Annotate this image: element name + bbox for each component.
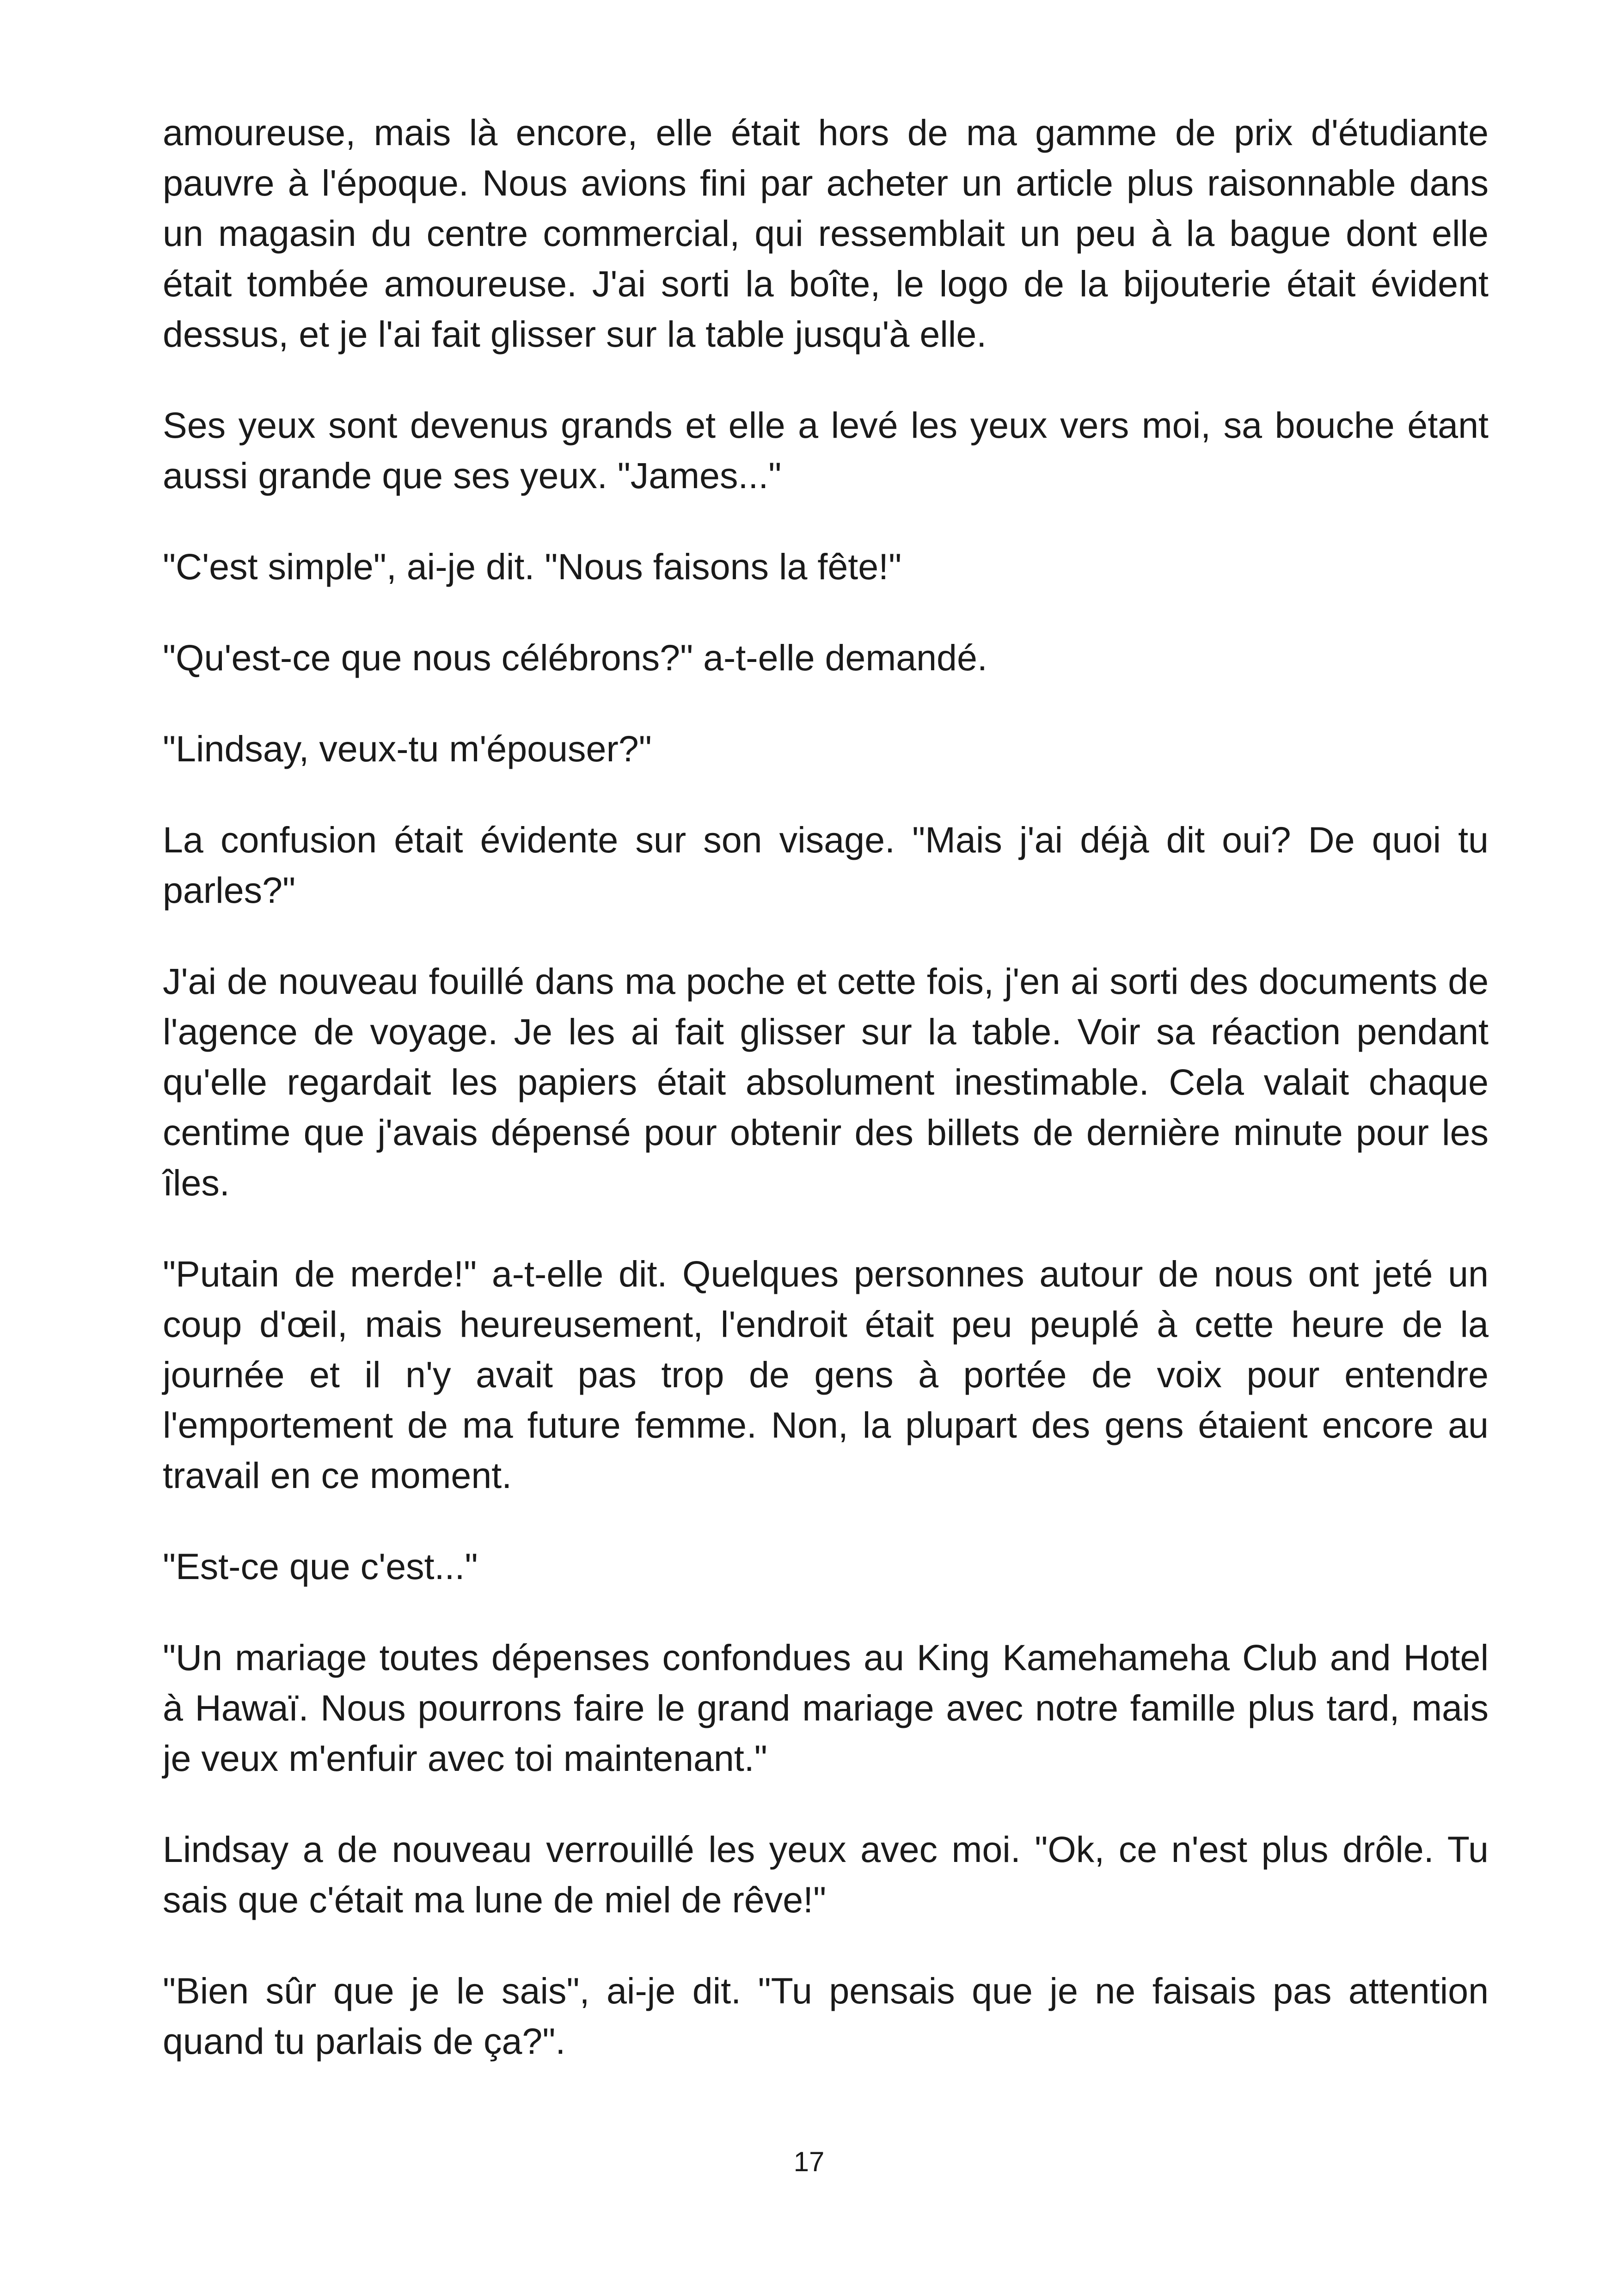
paragraph-5: "Lindsay, veux-tu m'épouser?" <box>163 728 652 769</box>
page-body <box>163 107 1489 2066</box>
paragraph-2: Ses yeux sont devenus grands et elle a levé les yeux vers moi, sa bouche étant aussi grande que ses yeux. "James..." <box>163 404 1489 496</box>
paragraph-8: "Putain de merde!" a-t-elle dit. Quelques personnes autour de nous ont jeté un coup d'œil, mais heureusement, l'endroit était peu peuplé à cette heure de la journée et il n'y avait pas trop de gens à portée de voix pour entendre l'emportement de ma future femme. Non, la plupart des gens étaient encore au travail en ce moment. <box>163 1253 1489 1496</box>
paragraph-12: "Bien sûr que je le sais", ai-je dit. "Tu pensais que je ne faisais pas attention quand tu parlais de ça?". <box>163 1970 1489 2062</box>
paragraph-3: "C'est simple", ai-je dit. "Nous faisons la fête!" <box>163 546 902 587</box>
paragraph-4: "Qu'est-ce que nous célébrons?" a-t-elle demandé. <box>163 637 987 678</box>
paragraph-1: amoureuse, mais là encore, elle était hors de ma gamme de prix d'étudiante pauvre à l'époque. Nous avions fini par acheter un article plus raisonnable dans un magasin du centre commercial, qui ressemblait un peu à la bague dont elle était tombée amoureuse. J'ai sorti la boîte, le logo de la bijouterie était évident dessus, et je l'ai fait glisser sur la table jusqu'à elle. <box>163 112 1489 355</box>
page-number: 17 <box>793 2146 825 2177</box>
paragraph-9: "Est-ce que c'est..." <box>163 1546 478 1587</box>
paragraph-11: Lindsay a de nouveau verrouillé les yeux avec moi. "Ok, ce n'est plus drôle. Tu sais que c'était ma lune de miel de rêve!" <box>163 1829 1489 1920</box>
paragraph-10: "Un mariage toutes dépenses confondues au King Kamehameha Club and Hotel à Hawaï. Nous pourrons faire le grand mariage avec notre famille plus tard, mais je veux m'enfuir avec toi maintenant." <box>163 1637 1489 1779</box>
paragraph-7: J'ai de nouveau fouillé dans ma poche et cette fois, j'en ai sorti des documents de l'agence de voyage. Je les ai fait glisser sur la table. Voir sa réaction pendant qu'elle regardait les papiers était absolument inestimable. Cela valait chaque centime que j'avais dépensé pour obtenir des billets de dernière minute pour les îles. <box>163 961 1489 1203</box>
paragraph-6: La confusion était évidente sur son visage. "Mais j'ai déjà dit oui? De quoi tu parles?" <box>163 819 1489 911</box>
